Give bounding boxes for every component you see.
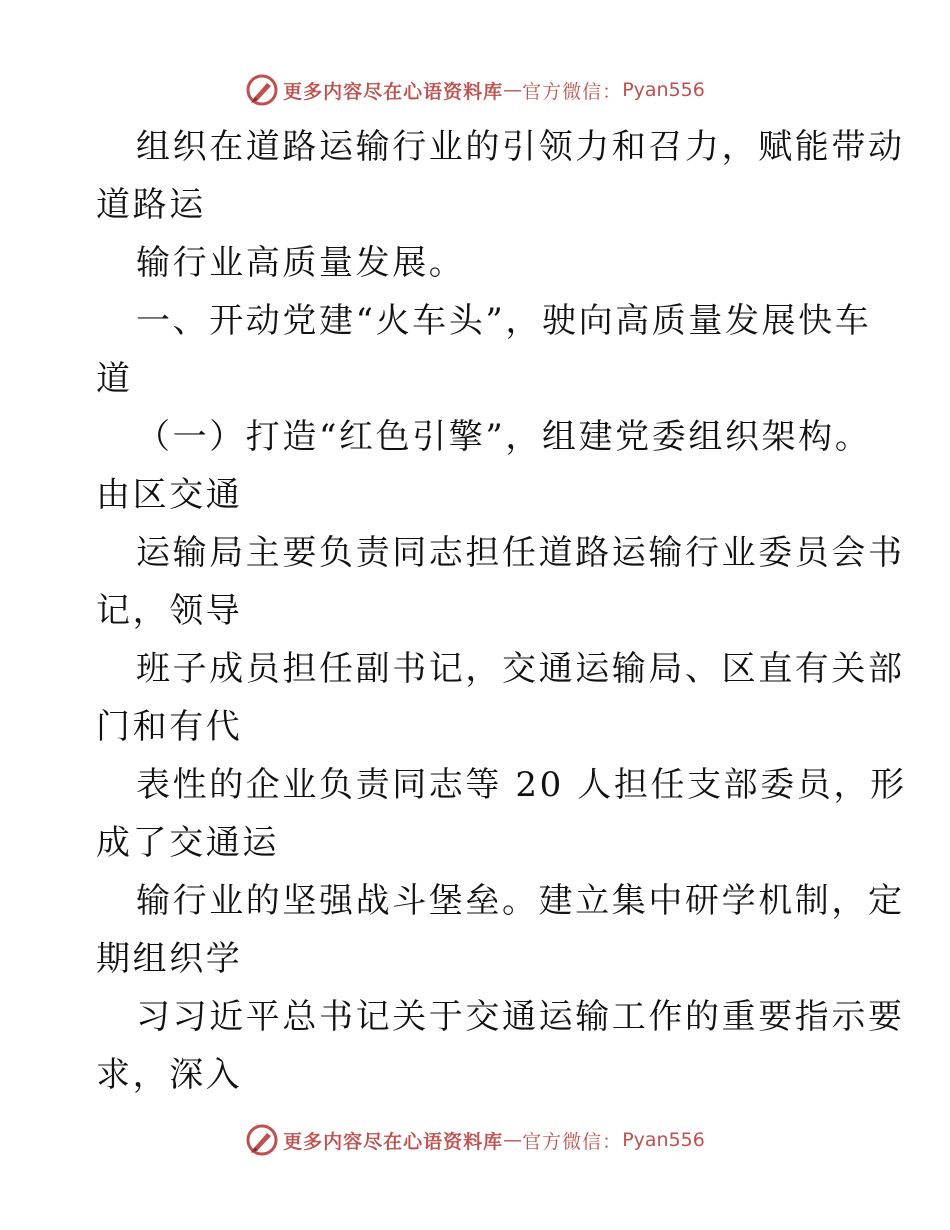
paragraph [96,640,905,756]
footer-watermark [0,1120,950,1160]
section-heading [96,292,872,408]
document-body [96,118,907,1104]
paragraph [96,118,905,234]
paragraph-line: （一）打造“红色引擎”，组建党委组织架构。 [136,417,872,457]
paragraph-line: 输行业高质量发展。 [136,243,466,283]
paragraph-line: 组织在道路运输行业的引领力和召力，赋能带动 [136,127,905,167]
paragraph-line: 表性的企业负责同志等 20 人担任支部委员，形 [136,765,907,805]
header-watermark [0,70,950,110]
paragraph [96,872,905,988]
watermark-dash: — [503,79,523,101]
pen-logo-icon [245,73,279,107]
paragraph-line: 由区交通 [96,475,243,515]
paragraph-line: 一、开动党建“火车头”，驶向高质量发展快车 [136,301,872,341]
paragraph-line: 期组织学 [96,939,243,979]
watermark-contact-label: 官方微信： [522,1130,623,1153]
paragraph-line: 道 [96,359,133,399]
paragraph-line: 门和有代 [96,707,243,747]
watermark-wechat-id: Pyan556 [622,1129,705,1151]
paragraph [96,234,856,292]
paragraph-line: 成了交通运 [96,823,279,863]
watermark-contact-label: 官方微信： [522,80,623,103]
paragraph [96,988,905,1104]
paragraph-line: 道路运 [96,185,206,225]
paragraph-line: 记，领导 [96,591,243,631]
paragraph-line: 求，深入 [96,1055,243,1095]
watermark-wechat-id: Pyan556 [622,79,705,101]
paragraph [96,408,872,524]
watermark-main-text: 更多内容尽在心语资料库 [283,80,504,103]
watermark-dash: — [503,1129,523,1151]
pen-logo-icon [245,1123,279,1157]
paragraph-line: 输行业的坚强战斗堡垒。建立集中研学机制，定 [136,881,905,921]
paragraph [96,756,907,872]
watermark-main-text: 更多内容尽在心语资料库 [283,1130,504,1153]
paragraph [96,524,905,640]
paragraph-line: 运输局主要负责同志担任道路运输行业委员会书 [136,533,905,573]
paragraph-line: 习习近平总书记关于交通运输工作的重要指示要 [136,997,905,1037]
paragraph-line: 班子成员担任副书记，交通运输局、区直有关部 [136,649,905,689]
